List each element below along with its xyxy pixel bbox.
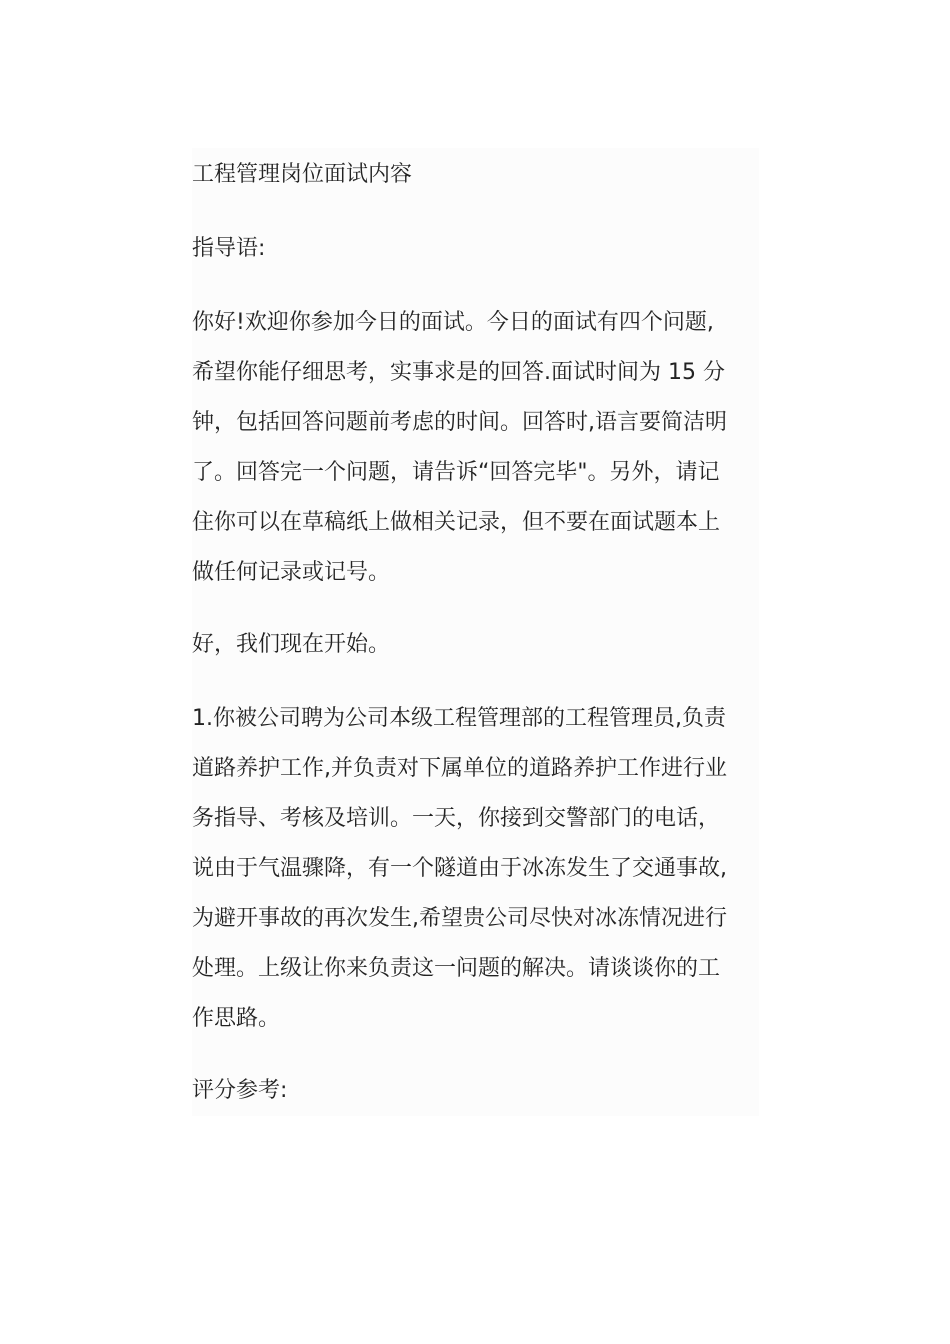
intro-line: 做任何记录或记号。 [192,560,391,585]
intro-line: 钟，包括回答问题前考虑的时间。回答时,语言要简洁明 [192,410,727,435]
question-line: 作思路。 [192,1006,281,1031]
question-line: 处理。上级让你来负责这一问题的解决。请谈谈你的工 [192,956,721,981]
document-page [192,148,759,1116]
question-line: 1.你被公司聘为公司本级工程管理部的工程管理员,负责 [192,706,726,731]
start-text: 好，我们现在开始。 [192,632,391,657]
document-title: 工程管理岗位面试内容 [192,162,413,187]
question-line: 说由于气温骤降，有一个隧道由于冰冻发生了交通事故, [192,856,727,881]
intro-line: 希望你能仔细思考，实事求是的回答.面试时间为 15 分 [192,360,725,385]
question-line: 为避开事故的再次发生,希望贵公司尽快对冰冻情况进行 [192,906,727,931]
intro-line: 你好!欢迎你参加今日的面试。今日的面试有四个问题, [192,310,714,335]
scoring-label: 评分参考: [192,1078,288,1103]
intro-line: 了。回答完一个问题，请告诉“回答完毕"。另外，请记 [192,460,720,485]
intro-line: 住你可以在草稿纸上做相关记录，但不要在面试题本上 [192,510,721,535]
question-line: 务指导、考核及培训。一天，你接到交警部门的电话， [192,806,721,831]
intro-paragraph [192,298,759,598]
question-line: 道路养护工作,并负责对下属单位的道路养护工作进行业 [192,756,727,781]
question-1-paragraph [192,694,759,1044]
guide-label: 指导语: [192,236,266,261]
